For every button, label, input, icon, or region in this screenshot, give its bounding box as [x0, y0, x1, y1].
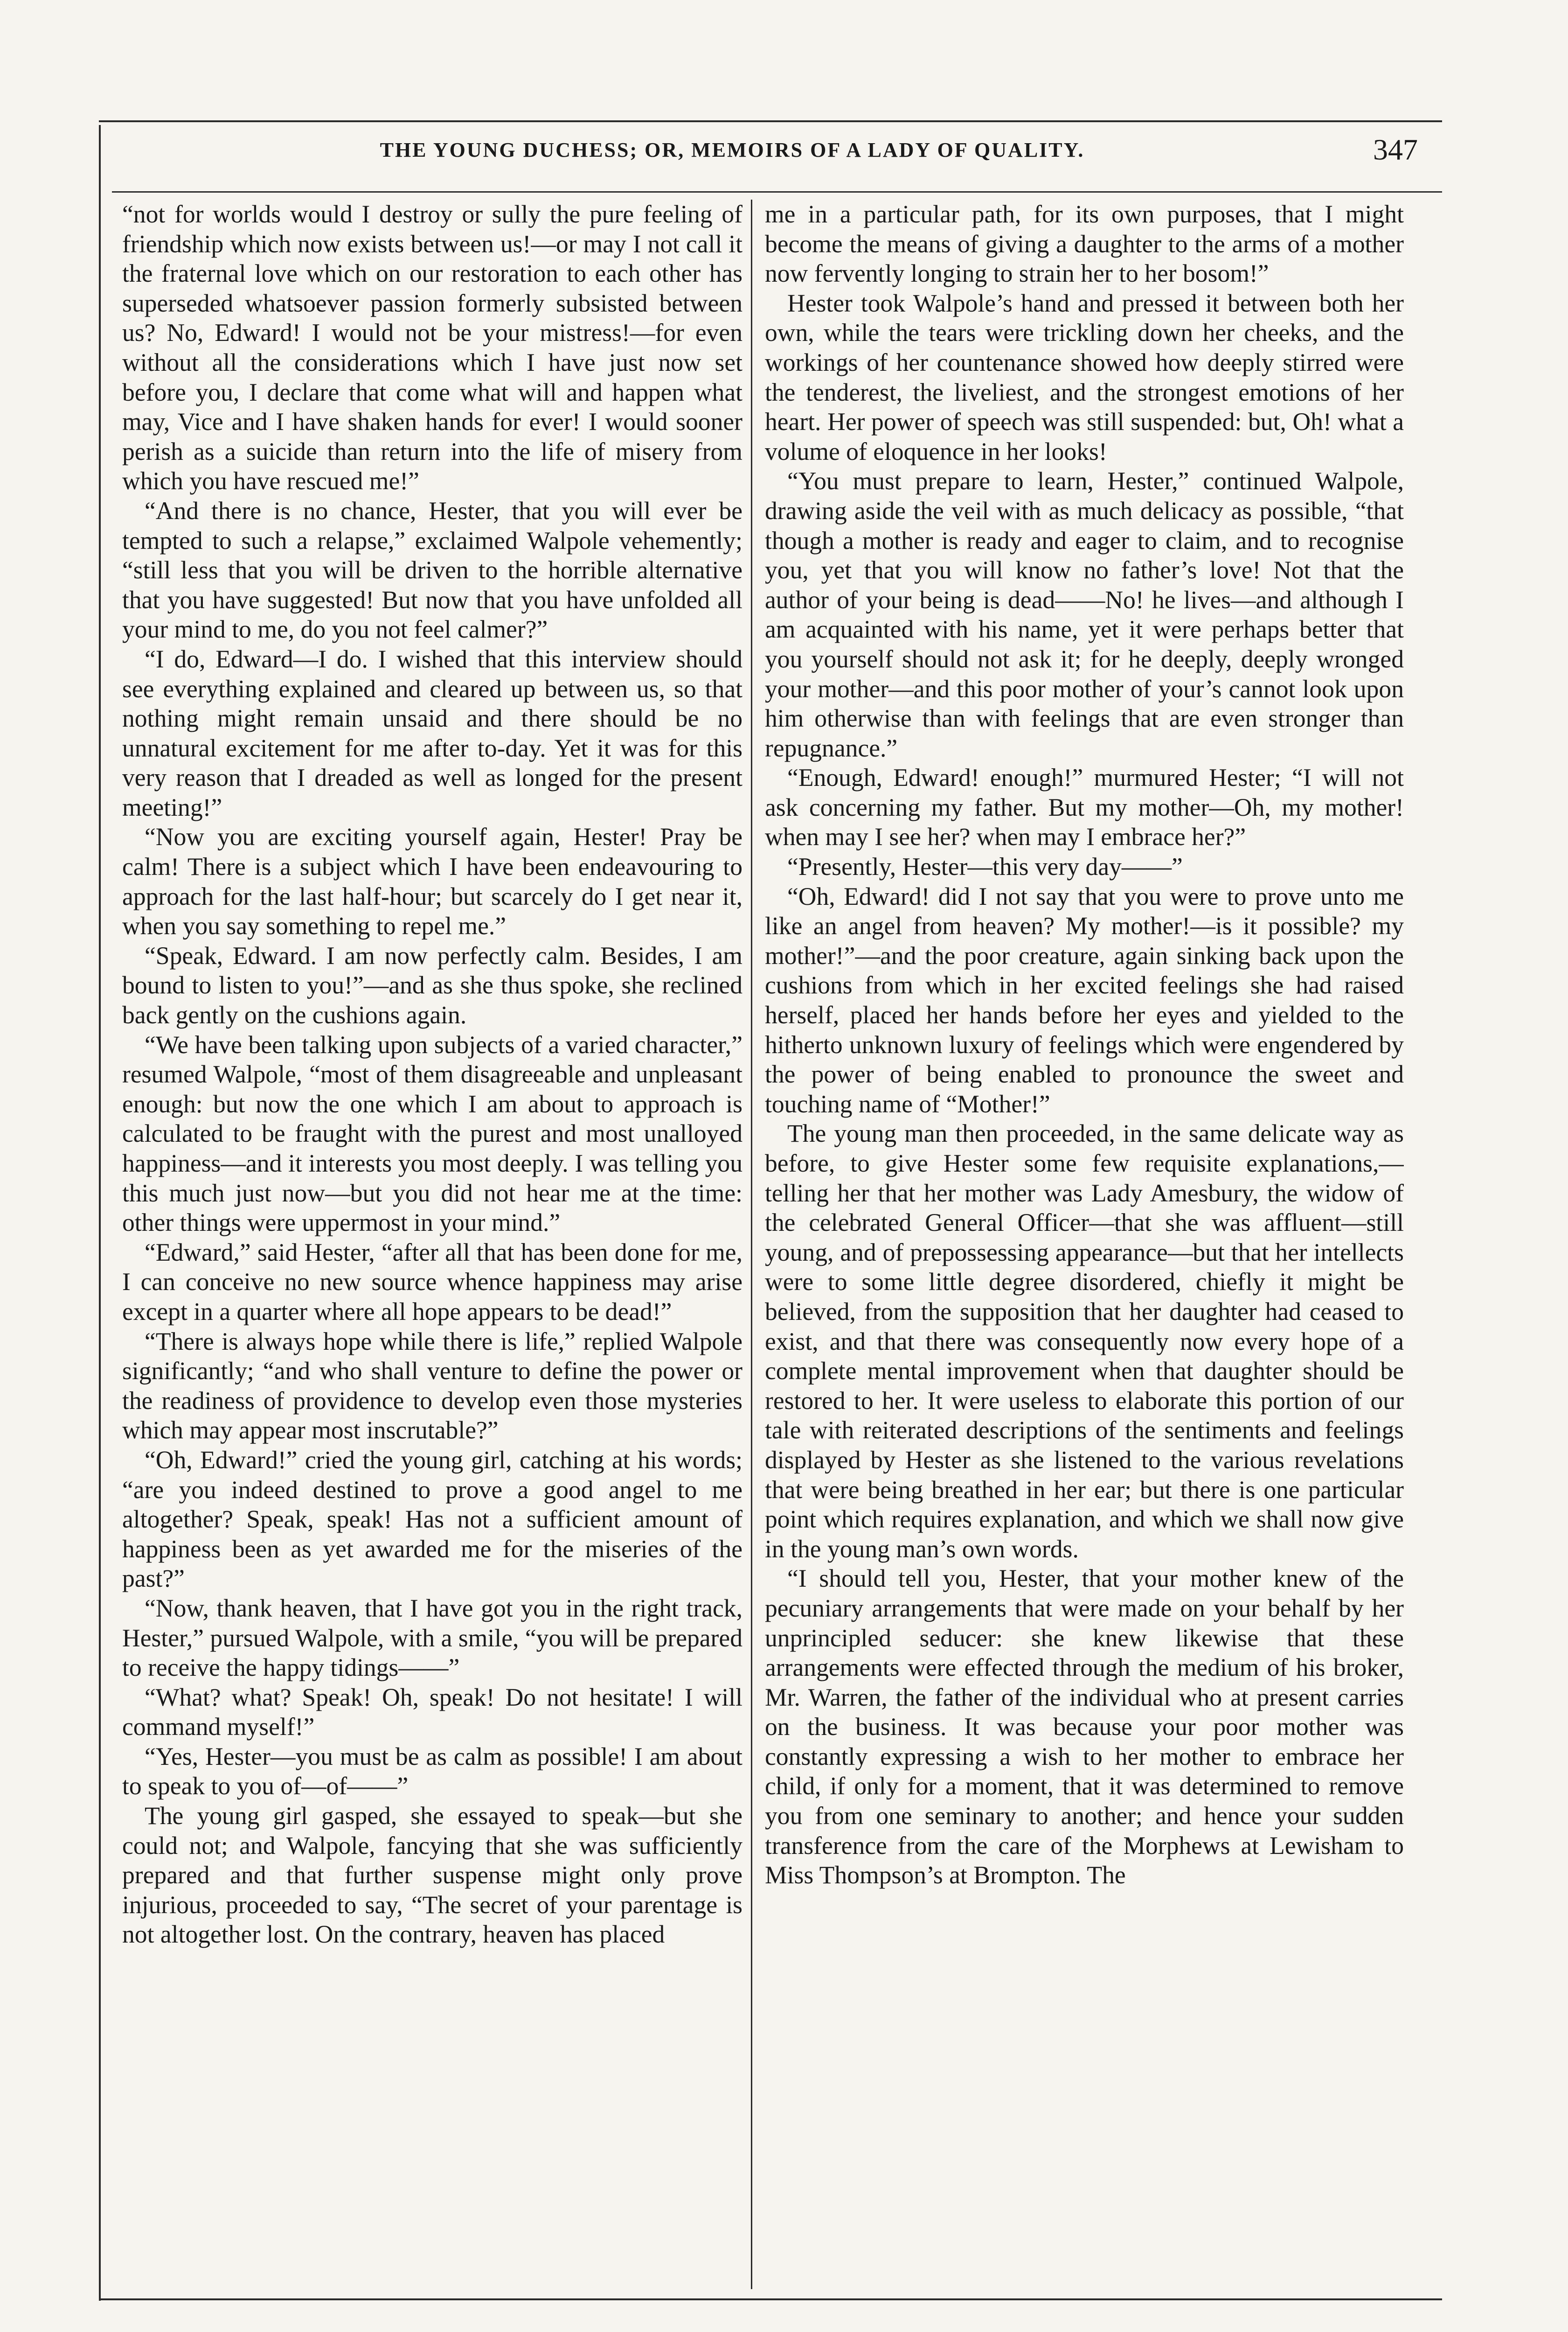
paragraph: The young man then proceeded, in the same delicate way as before, to give Hester some few requisite explanations,—telling her that her mother was Lady Amesbury, the widow of the celebrated General Officer—that she was affluent—still young, and of prepossessing appearance—but that her intellects were to some little degree disordered, chiefly it might be believed, from the supposition that her daughter had ceased to exist, and that there was consequently now every hope of a complete mental improvement when that daughter should be restored to her. It were useless to elaborate this portion of our tale with reiterated descriptions of the sentiments and feelings displayed by Hester as she listened to the various revelations that were being breathed in her ear; but there is one particular point which requires explanation, and which we shall now give in the young man’s own words.: [765, 1119, 1404, 1563]
paragraph: “Edward,” said Hester, “after all that has been done for me, I can conceive no new source whence happiness may arise except in a quarter where all hope appears to be dead!”: [122, 1238, 742, 1326]
paragraph: “Oh, Edward! did I not say that you were to prove unto me like an angel from heaven? My mother!—is it possible? my mother!”—and the poor creature, again sinking back upon the cushions from which in her excited feelings she had raised herself, placed her hands before her eyes and yielded to the hitherto unknown luxury of feelings which were engendered by the power of being enabled to pronounce the sweet and touching name of “Mother!”: [765, 882, 1404, 1118]
header-rule: [112, 191, 1442, 193]
paragraph: “Presently, Hester—this very day——”: [787, 853, 1183, 881]
paragraph: “I should tell you, Hester, that your mother knew of the pecuniary arrangements that were made on your behalf by her unprincipled seducer: she knew likewise that these arrangements were effected through the medium of his broker, Mr. Warren, the father of the individual who at present carries on the business. It was because your poor mother was constantly expressing a wish to her mother to embrace her child, if only for a moment, that it was determined to remove you from one seminary to another; and hence your sudden transference from the care of the Morphews at Lewisham to Miss Thompson’s at Brompton. The: [765, 1564, 1404, 1889]
top-border-rule: [99, 120, 1442, 122]
paragraph: “You must prepare to learn, Hester,” continued Walpole, drawing aside the veil with as much delicacy as possible, “that though a mother is ready and eager to claim, and to recognise you, yet that you will know no father’s love! Not that the author of your being is dead——No! he lives—and although I am acquainted with his name, yet it were perhaps better that you yourself should not ask it; for he deeply, deeply wronged your mother—and this poor mother of your’s cannot look upon him otherwise than with feelings that are even stronger than repugnance.”: [765, 467, 1404, 762]
paragraph: Hester took Walpole’s hand and pressed it between both her own, while the tears were trickling down her cheeks, and the workings of her countenance showed how deeply stirred were the tenderest, the liveliest, and the strongest emotions of her heart. Her power of speech was still suspended: but, Oh! what a volume of eloquence in her looks!: [765, 289, 1404, 465]
paragraph: “Yes, Hester—you must be as calm as possible! I am about to speak to you of—of——”: [122, 1742, 742, 1800]
paragraph: “There is always hope while there is life,” replied Walpole significantly; “and who shall venture to define the power or the readiness of providence to develop even those mysteries which may appear most inscrutable?”: [122, 1327, 742, 1444]
right-column: [765, 200, 1404, 2289]
running-title: THE YOUNG DUCHESS; OR, MEMOIRS OF A LADY OF QUALITY.: [380, 139, 1085, 161]
paragraph: “Oh, Edward!” cried the young girl, catching at his words; “are you indeed destined to prove a good angel to me altogether? Speak, speak! Has not a sufficient amount of happiness been as yet awarded me for the miseries of the past?”: [122, 1445, 742, 1593]
paragraph: “We have been talking upon subjects of a varied character,” resumed Walpole, “most of them disagreeable and unpleasant enough: but now the one which I am about to approach is calculated to be fraught with the purest and most unalloyed happiness—and it interests you most deeply. I was telling you this much just now—but you did not hear me at the time: other things were uppermost in your mind.”: [122, 1030, 742, 1237]
page-number: 347: [1373, 133, 1418, 166]
left-column: [122, 200, 742, 2289]
paragraph: “not for worlds would I destroy or sully the pure feeling of friendship which now exists between us!—or may I not call it the fraternal love which on our restoration to each other has superseded whatsoever passion formerly subsisted between us? No, Edward! I would not be your mistress!—for even without all the considerations which I have just now set before you, I declare that come what will and happen what may, Vice and I have shaken hands for ever! I would sooner perish as a suicide than return into the life of misery from which you have rescued me!”: [122, 200, 742, 495]
paragraph: me in a particular path, for its own purposes, that I might become the means of giving a daughter to the arms of a mother now fervently longing to strain her to her bosom!”: [765, 200, 1404, 288]
paragraph: “Speak, Edward. I am now perfectly calm. Besides, I am bound to listen to you!”—and as she thus spoke, she reclined back gently on the cushions again.: [122, 941, 742, 1029]
paragraph: “Now you are exciting yourself again, Hester! Pray be calm! There is a subject which I have been endeavouring to approach for the last half-hour; but scarcely do I get near it, when you say something to repel me.”: [122, 823, 742, 940]
bottom-border-rule: [99, 2298, 1442, 2300]
column-divider: [751, 200, 752, 2289]
page-header: [140, 133, 1427, 180]
paragraph: “And there is no chance, Hester, that you will ever be tempted to such a relapse,” exclaimed Walpole vehemently; “still less that you will be driven to the horrible alternative that you have suggested! But now that you have unfolded all your mind to me, do you not feel calmer?”: [122, 496, 742, 644]
paragraph: “Enough, Edward! enough!” murmured Hester; “I will not ask concerning my father. But my mother—Oh, my mother! when may I see her? when may I embrace her?”: [765, 763, 1404, 851]
paragraph: “I do, Edward—I do. I wished that this interview should see everything explained and cleared up between us, so that nothing might remain unsaid and there should be no unnatural excitement for me after to-day. Yet it was for this very reason that I dreaded as well as longed for the present meeting!”: [122, 645, 742, 821]
paragraph: “What? what? Speak! Oh, speak! Do not hesitate! I will command myself!”: [122, 1683, 742, 1741]
paragraph: “Now, thank heaven, that I have got you in the right track, Hester,” pursued Walpole, with a smile, “you will be prepared to receive the happy tidings——”: [122, 1594, 742, 1682]
paragraph: The young girl gasped, she essayed to speak—but she could not; and Walpole, fancying that she was sufficiently prepared and that further suspense might only prove injurious, proceeded to say, “The secret of your parentage is not altogether lost. On the contrary, heaven has placed: [122, 1802, 742, 1949]
